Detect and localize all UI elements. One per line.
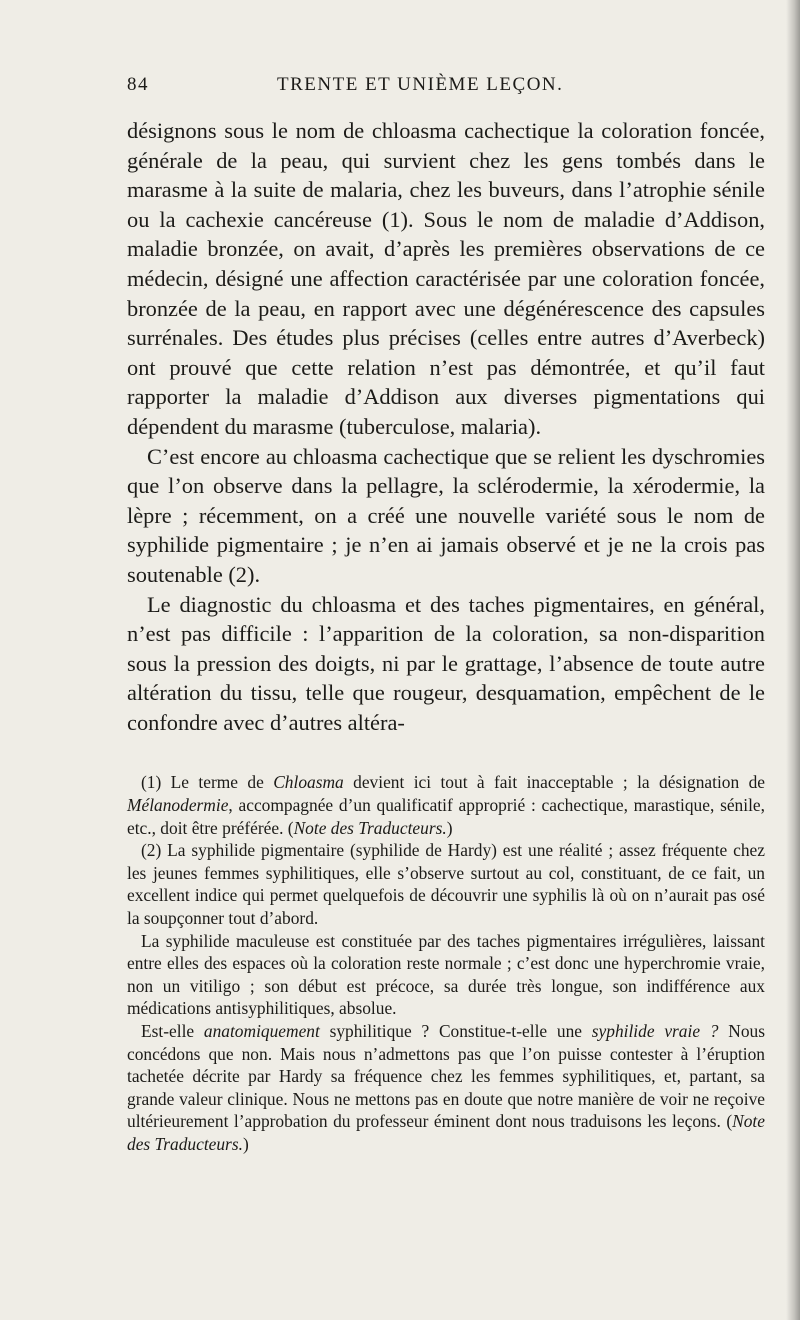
footnote-2-continuation: La syphilide maculeuse est constituée par des taches pigmentaires irrégulières, laissant entre elles des espaces où la coloration reste normale ; c’est donc une hyperchromie vraie, non un vitiligo ; son début est précoce, sa durée très longue, son indifférence aux médications antisyphilitiques, absolue. bbox=[127, 930, 765, 1019]
page-number: 84 bbox=[127, 74, 149, 95]
footnotes bbox=[127, 771, 765, 1155]
paragraph-2: C’est encore au chloasma cachectique que se relient les dyschromies que l’on observe dans la pellagre, la sclérodermie, la xérodermie, la lèpre ; récemment, on a créé une nouvelle variété sous le nom de syphilide pigmentaire ; je n’en ai jamais observé et je ne la crois pas soutenable (2). bbox=[127, 443, 765, 587]
footnote-gap bbox=[127, 737, 765, 771]
book-page bbox=[127, 74, 765, 1156]
paragraph-1: désignons sous le nom de chloasma cachectique la coloration foncée, générale de la peau, qui survient chez les gens tombés dans le marasme à la suite de malaria, chez les buveurs, dans l’atrophie sénile ou la cachexie cancéreuse (1). Sous le nom de maladie d’Addison, maladie bronzée, on avait, d’après les premières observations de ce médecin, désigné une affection caractérisée par une coloration foncée, bronzée de la peau, en rapport avec une dégénérescence des capsules surrénales. Des études plus précises (celles entre autres d’Averbeck) ont prouvé que cette relation n’est pas démontrée, et qu’il faut rapporter la maladie d’Addison aux diverses pigmentations qui dépendent du marasme (tuberculose, malaria). bbox=[127, 118, 765, 439]
footnote-1: (1) Le terme de Chloasma devient ici tout à fait inacceptable ; la désignation de Mélanodermie, accompagnée d’un qualificatif approprié : cachectique, marastique, sénile, etc., doit être préférée. (Note des Traducteurs.) bbox=[127, 772, 766, 838]
main-text bbox=[127, 116, 765, 737]
page-header bbox=[127, 74, 765, 104]
paragraph-3: Le diagnostic du chloasma et des taches pigmentaires, en général, n’est pas difficile : l’apparition de la coloration, sa non-disparition sous la pression des doigts, ni par le grattage, l’absence de toute autre altération du tissu, telle que rougeur, desquamation, empêchent de le confondre avec d’autres altéra- bbox=[127, 591, 765, 735]
footnote-2: (2) La syphilide pigmentaire (syphilide de Hardy) est une réalité ; assez fréquente chez les jeunes femmes syphilitiques, elle s’observe surtout au col, constituant, de ce fait, un excellent indice qui permet quelquefois de découvrir une syphilis là où on n’aurait pas osé la soupçonner tout d’abord. bbox=[127, 840, 765, 929]
page-edge-shadow bbox=[786, 0, 800, 1320]
footnote-2-conclusion: Est-elle anatomiquement syphilitique ? Constitue-t-elle une syphilide vraie ? Nous concédons que non. Mais nous n’admettons pas que l’on puisse contester à l’éruption tachetée décrite par Hardy sa fréquence chez les femmes syphilitiques, et, partant, sa grande valeur clinique. Nous ne mettons pas en doute que notre manière de voir ne reçoive ultérieurement l’approbation du professeur éminent dont nous traduisons les leçons. (Note des Traducteurs.) bbox=[127, 1021, 765, 1154]
running-head: TRENTE ET UNIÈME LEÇON. bbox=[277, 74, 564, 95]
